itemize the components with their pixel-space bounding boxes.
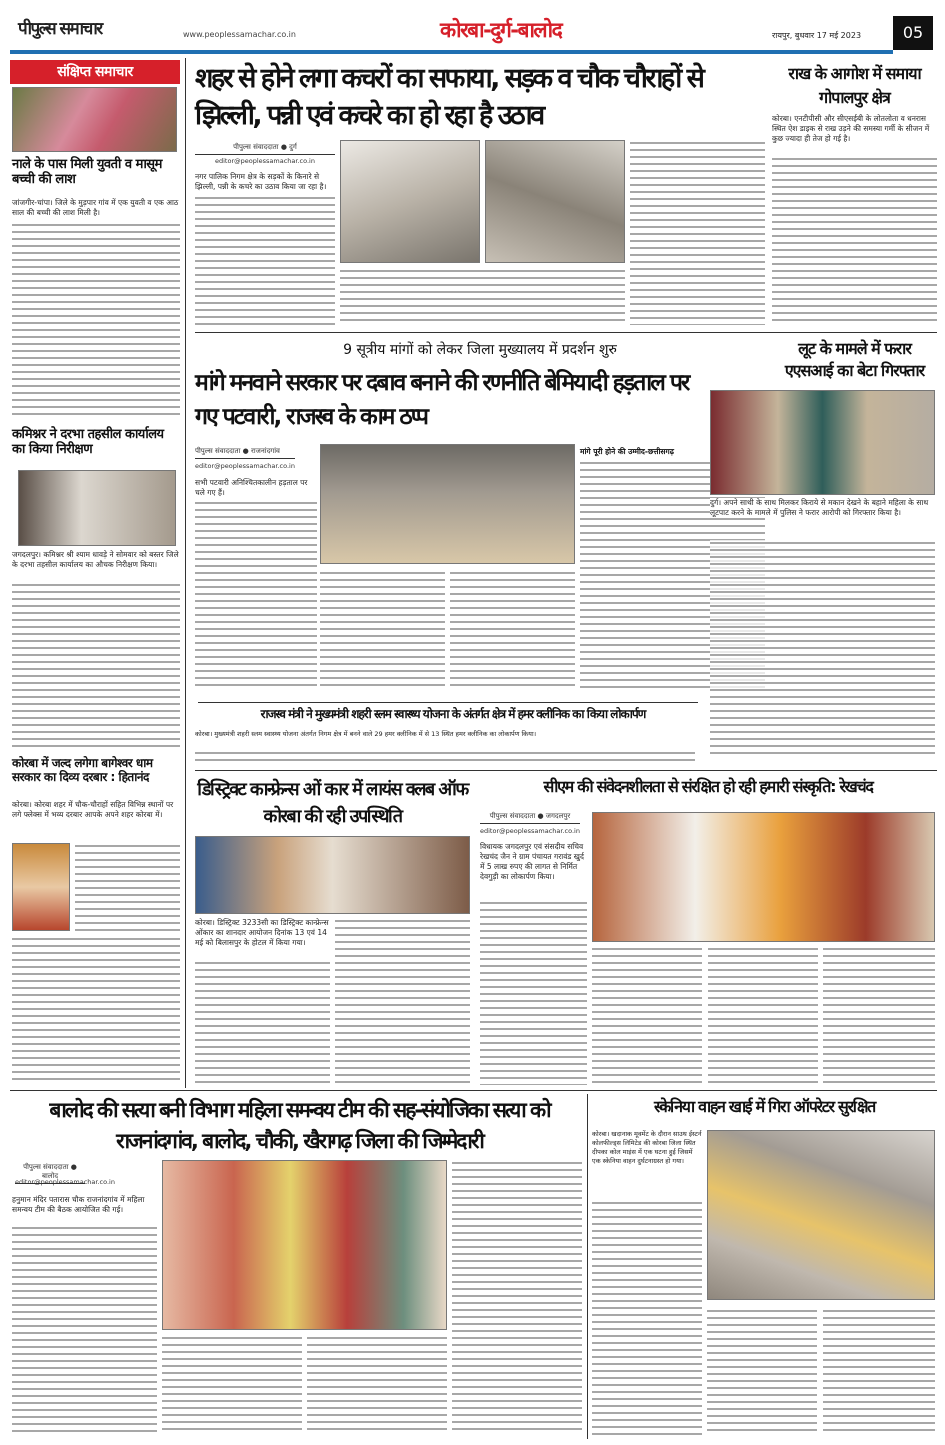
lions-lead: कोरबा। डिस्ट्रिक्ट 3233सी का डिस्ट्रिक्ट कान्फ्रेन्स ओंकार का शानदार आयोजन दिनांक 13 एवं 14 मई को बिलासपुर के होटल में किया गया। [195, 918, 329, 947]
loot-photo [710, 390, 935, 495]
issue-date: रायपुर, बुधवार 17 मई 2023 [772, 31, 862, 40]
strike-photo [320, 444, 575, 564]
scania-text-2 [707, 1308, 817, 1435]
brief-text-3b [12, 936, 180, 1084]
cm-text-1 [480, 900, 587, 1085]
header-rule [10, 50, 893, 54]
lions-photo [195, 836, 470, 914]
section-title: कोरबा-दुर्ग-बालोद [440, 18, 562, 42]
right-top-headline: राख के आगोश में समाया गोपालपुर क्षेत्र [788, 64, 921, 107]
cm-text-3 [708, 946, 818, 1085]
strike-subhead: मांगे पूरी होने की उम्मीद-छत्तीसगढ़ [580, 447, 674, 456]
top-story-headline: शहर से होने लगा कचरों का सफाया, सड़क व चौक चौराहों से झिल्ली, पन्नी एवं कचरे का हो रहा है उठाव [195, 63, 703, 131]
brief-text-2 [12, 582, 180, 750]
top-story-photo-2 [485, 140, 625, 263]
brief-photo-3 [12, 843, 70, 931]
scania-headline: स्केनिया वाहन खाई में गिरा ऑपरेटर सुरक्षित [654, 1097, 875, 1116]
scania-lead: कोरबा। खदानाक मूवमेंट के दौरान साउथ ईस्टर्न कोलफील्ड्स लिमिटेड की कोरबा जिला स्थित दीपका कोल माइंस में एक घटना हुई जिसमें एक स्केनिया वाहन दुर्घटनाग्रस्त हो गया। [592, 1130, 702, 1165]
scania-photo [707, 1130, 935, 1300]
brief-photo-2 [18, 470, 176, 546]
page-number: 05 [893, 16, 933, 50]
strike-byline: पीपुल्स संवाददाता ● राजनांदगांव [195, 447, 295, 459]
right-top-text [772, 156, 937, 326]
strike-email: editor@peoplessamachar.co.in [195, 462, 295, 470]
loot-text [710, 540, 935, 755]
newspaper-logo: पीपुल्स समाचार [18, 19, 102, 39]
balod-text-4 [452, 1160, 582, 1435]
balod-text-3 [307, 1335, 447, 1435]
section-divider [195, 332, 937, 333]
top-story-lead: नगर पालिक निगम क्षेत्र के सड़कों के किनारे से झिल्ली, पन्नी के कचरे का उठाव किया जा रहा है। [195, 172, 335, 192]
cm-headline: सीएम की संवेदनशीलता से संरक्षित हो रही हमारी संस्कृति: रेखचंद [543, 777, 873, 796]
brief-text-1 [12, 222, 180, 420]
brief-headline-1: नाले के पास मिली युवती व मासूम बच्ची की लाश [12, 157, 162, 187]
top-story-text-3 [630, 140, 765, 325]
balod-text-2 [162, 1335, 302, 1435]
cm-email: editor@peoplessamachar.co.in [480, 827, 580, 835]
right-top-lead: कोरबा। एनटीपीसी और सीएसईबी के लोतलोता व धनरास स्थित ऐश डाइक से राख उड़ने की समस्या गर्मी के सीजन में कुछ ज्यादा ही तेज हो गई है। [772, 114, 937, 144]
cm-text-4 [823, 946, 935, 1085]
strike-headline: मांगे मनवाने सरकार पर दबाव बनाने की रणनीति बेमियादी हड़ताल पर गए पटवारी, राजस्व के काम ठप्प [195, 370, 689, 430]
balod-byline: पीपुल्स संवाददाता ● बालोद [15, 1163, 85, 1184]
loot-headline: लूट के मामले में फरार एएसआई का बेटा गिरफ्तार [784, 339, 925, 380]
clinic-headline: राजस्व मंत्री ने मुख्यमंत्री शहरी स्लम स्वास्थ्य योजना के अंतर्गत क्षेत्र में हमर क्लीनिक का किया लोकार्पण [260, 707, 646, 721]
clinic-text [195, 750, 695, 762]
loot-lead: दुर्ग। अपने साथी के साथ मिलकर किराये से मकान देखने के बहाने महिला के साथ लूटपाट करने के मामले में पुलिस ने फरार आरोपी को गिरफ्तार किया है। [710, 498, 935, 518]
clinic-lead: कोरबा। मुख्यमंत्री शहरी स्लम स्वास्थ्य योजना अंतर्गत निगम क्षेत्र में बनने वाले 29 हमर क्लीनिक में से 13 स्थित हमर क्लीनिक का लोकार्पण किया। [195, 730, 695, 739]
scania-text-3 [823, 1308, 935, 1435]
brief-text-3 [75, 843, 180, 931]
website-url: www.peoplessamachar.co.in [183, 30, 296, 39]
top-story-email: editor@peoplessamachar.co.in [215, 157, 315, 165]
cm-lead: विधायक जगदलपुर एवं संसदीय सचिव रेखचंद जैन ने ग्राम पंचायत गरावंड खुर्द में 5 लाख रुपए की लागत से निर्मित देवगुड़ी का लोकार्पण किया। [480, 842, 587, 882]
lions-text-1 [195, 960, 330, 1085]
balod-email: editor@peoplessamachar.co.in [15, 1178, 115, 1186]
balod-text-1 [12, 1225, 157, 1435]
top-story-byline: पीपुल्स संवाददाता ● दुर्ग [195, 143, 335, 155]
brief-lead-1: जांजगीर-चांपा। जिले के मुड़पार गांव में एक युवती व एक आठ साल की बच्ची की लाश मिली है। [12, 198, 179, 217]
top-story-photo-1 [340, 140, 480, 263]
strike-lead: सभी पटवारी अनिश्चितकालीन हड़ताल पर चले गए हैं। [195, 478, 317, 498]
clinic-rule [198, 702, 698, 703]
brief-lead-3: कोरबा। कोरबा शहर में चौक-चौराहों सहित विभिन्न स्थानों पर लगे फ्लेक्स में भव्य दरबार आपके अपने शहर कोरबा में। [12, 800, 180, 820]
section-divider-2 [195, 770, 937, 771]
top-story-text-1 [195, 195, 335, 325]
column-divider [185, 58, 186, 1088]
strike-text-1 [195, 500, 317, 690]
cm-text-2 [592, 946, 702, 1085]
cm-photo [592, 812, 935, 942]
brief-headline-2: कमिश्नर ने दरभा तहसील कार्यालय का किया निरीक्षण [12, 427, 164, 457]
top-story-text-2 [340, 268, 625, 325]
strike-text-3 [450, 570, 575, 690]
scania-text-1 [592, 1200, 702, 1435]
section-divider-3 [10, 1090, 937, 1091]
bottom-divider [587, 1094, 588, 1439]
lions-headline: डिस्ट्रिक्ट कान्फ्रेन्स ओं कार में लायंस क्लब ऑफ कोरबा की रही उपस्थिति [197, 779, 468, 827]
balod-photo [162, 1160, 447, 1330]
brief-photo-1 [12, 87, 177, 152]
strike-kicker: 9 सूत्रीय मांगों को लेकर जिला मुख्यालय में प्रदर्शन शुरु [343, 342, 617, 358]
cm-byline: पीपुल्स संवाददाता ● जगदलपुर [480, 812, 580, 824]
brief-news-label: संक्षिप्त समाचार [10, 60, 180, 84]
lions-text-2 [335, 918, 470, 1085]
balod-lead: हनुमान मंदिर पतारास चौक राजनांदगांव में महिला समन्वय टीम की बैठक आयोजित की गई। [12, 1195, 157, 1215]
balod-headline: बालोद की सत्या बनी विभाग महिला समन्वय टीम की सह-संयोजिका सत्या को राजनांदगांव, बालोद, चौकी, खैरागढ़ जिला की जिम्मेदारी [49, 1098, 550, 1153]
brief-lead-2: जगदलपुर। कमिश्नर श्री श्याम धावड़े ने सोमवार को बस्तर जिले के दरभा तहसील कार्यालय का औचक निरीक्षण किया। [12, 550, 179, 569]
strike-text-2 [320, 570, 445, 690]
brief-headline-3: कोरबा में जल्द लगेगा बागेश्वर धाम सरकार का दिव्य दरबार : हितानंद [12, 756, 153, 784]
